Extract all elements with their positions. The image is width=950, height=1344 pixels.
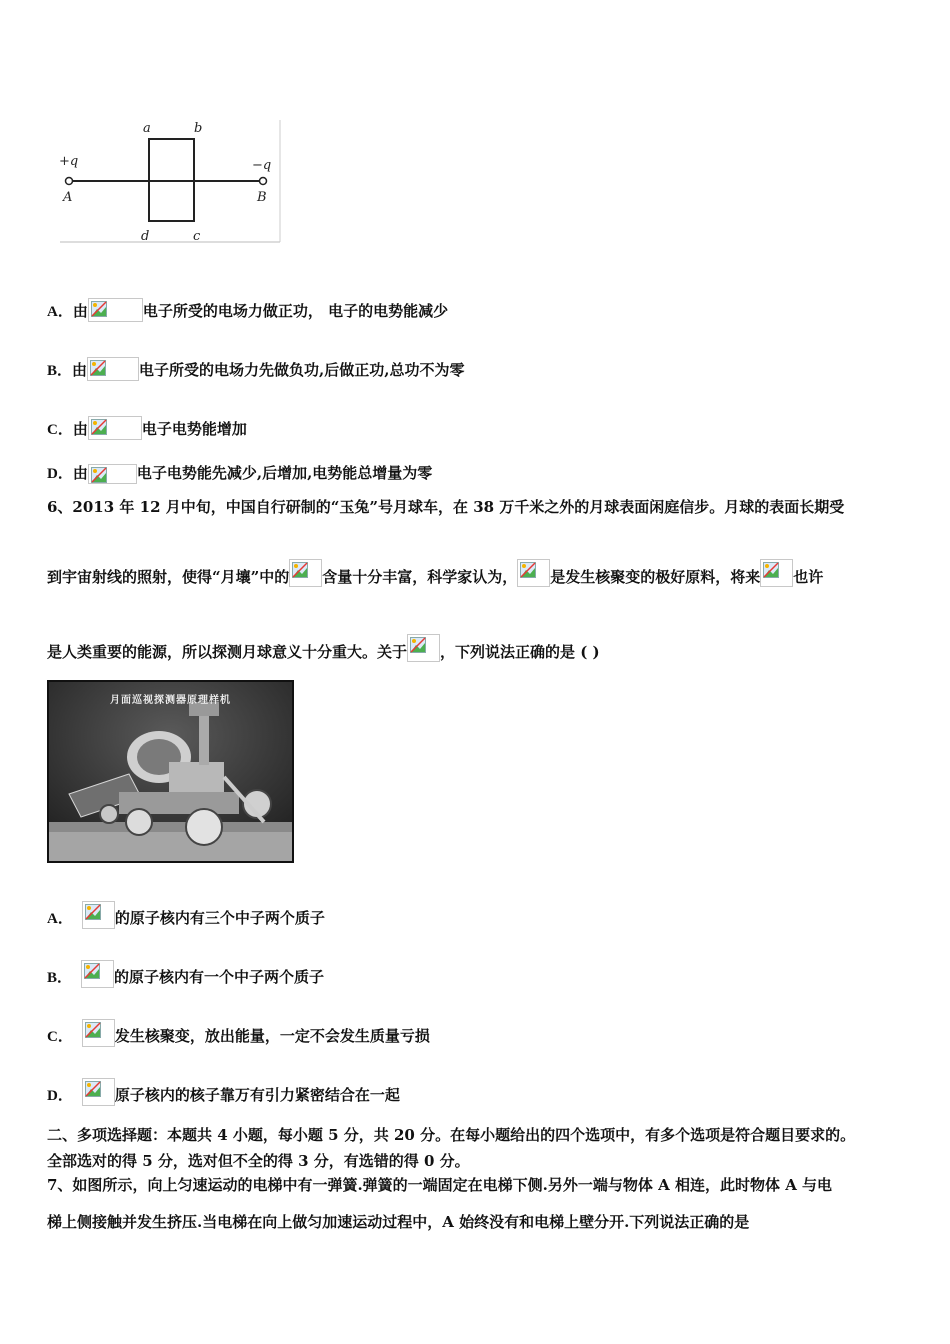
- broken-image-icon: [88, 298, 143, 322]
- label-plus-q: +q: [59, 154, 79, 169]
- q7-line-2: 梯上侧接触并发生挤压.当电梯在向上做匀加速运动过程中，A 始终没有和电梯上壁分开.下列说法正确的是: [47, 1213, 750, 1231]
- broken-image-icon: [289, 559, 322, 587]
- rover-photo: [47, 680, 294, 863]
- section-2-scoring: 全部选对的得 5 分，选对但不全的得 3 分，有选错的得 0 分。: [47, 1152, 470, 1170]
- section-2-heading: 二、多项选择题：本题共 4 小题，每小题 5 分，共 20 分。在每小题给出的四个选项中，有多个选项是符合题目要求的。: [47, 1126, 856, 1144]
- point-B: [260, 178, 267, 185]
- q7-line-1: 7、如图所示，向上匀速运动的电梯中有一弹簧.弹簧的一端固定在电梯下侧.另外一端与物体 A 相连，此时物体 A 与电: [47, 1176, 833, 1194]
- q6-option-d: D． 原子核内的核子靠万有引力紧密结合在一起: [47, 1078, 400, 1106]
- q6-line-1: 6、2013 年 12 月中旬，中国自行研制的“玉兔”号月球车，在 38 万千米之外的月球表面闲庭信步。月球的表面长期受: [47, 498, 845, 516]
- q6-line-3: 是人类重要的能源，所以探测月球意义十分重大。关于 ，下列说法正确的是 ( ): [47, 634, 600, 662]
- broken-image-icon: [407, 634, 440, 662]
- q6-option-b: B． 的原子核内有一个中子两个质子: [47, 960, 324, 988]
- label-a: a: [143, 121, 151, 136]
- label-A: A: [63, 190, 73, 205]
- broken-image-icon: [760, 559, 793, 587]
- label-minus-q: −q: [252, 158, 272, 173]
- point-A: [66, 178, 73, 185]
- label-c: c: [193, 229, 201, 244]
- q5-option-d: D．由 电子电势能先减少,后增加,电势能总增量为零: [47, 464, 433, 482]
- q5-option-a: A．由 电子所受的电场力做正功， 电子的电势能减少: [47, 298, 448, 322]
- q5-option-c: C．由 电子电势能增加: [47, 416, 247, 440]
- q6-option-a: A． 的原子核内有三个中子两个质子: [47, 901, 325, 929]
- broken-image-icon: [81, 960, 114, 988]
- broken-image-icon: [82, 1078, 115, 1106]
- broken-image-icon: [82, 1019, 115, 1047]
- charges-diagram: [55, 115, 290, 250]
- broken-image-icon: [82, 901, 115, 929]
- broken-image-icon: [88, 464, 137, 484]
- broken-image-icon: [517, 559, 550, 587]
- label-b: b: [194, 121, 203, 136]
- label-B: B: [257, 190, 267, 205]
- q6-line-2: 到宇宙射线的照射，使得“月壤”中的 含量十分丰富，科学家认为， 是发生核聚变的极好原料，将来 也许: [47, 559, 823, 587]
- q6-option-c: C． 发生核聚变，放出能量，一定不会发生质量亏损: [47, 1019, 430, 1047]
- q5-option-b: B．由 电子所受的电场力先做负功,后做正功,总功不为零: [47, 357, 464, 381]
- label-d: d: [141, 229, 150, 244]
- broken-image-icon: [88, 416, 142, 440]
- photo-caption: 月面巡视探测器原理样机: [110, 695, 231, 706]
- broken-image-icon: [87, 357, 139, 381]
